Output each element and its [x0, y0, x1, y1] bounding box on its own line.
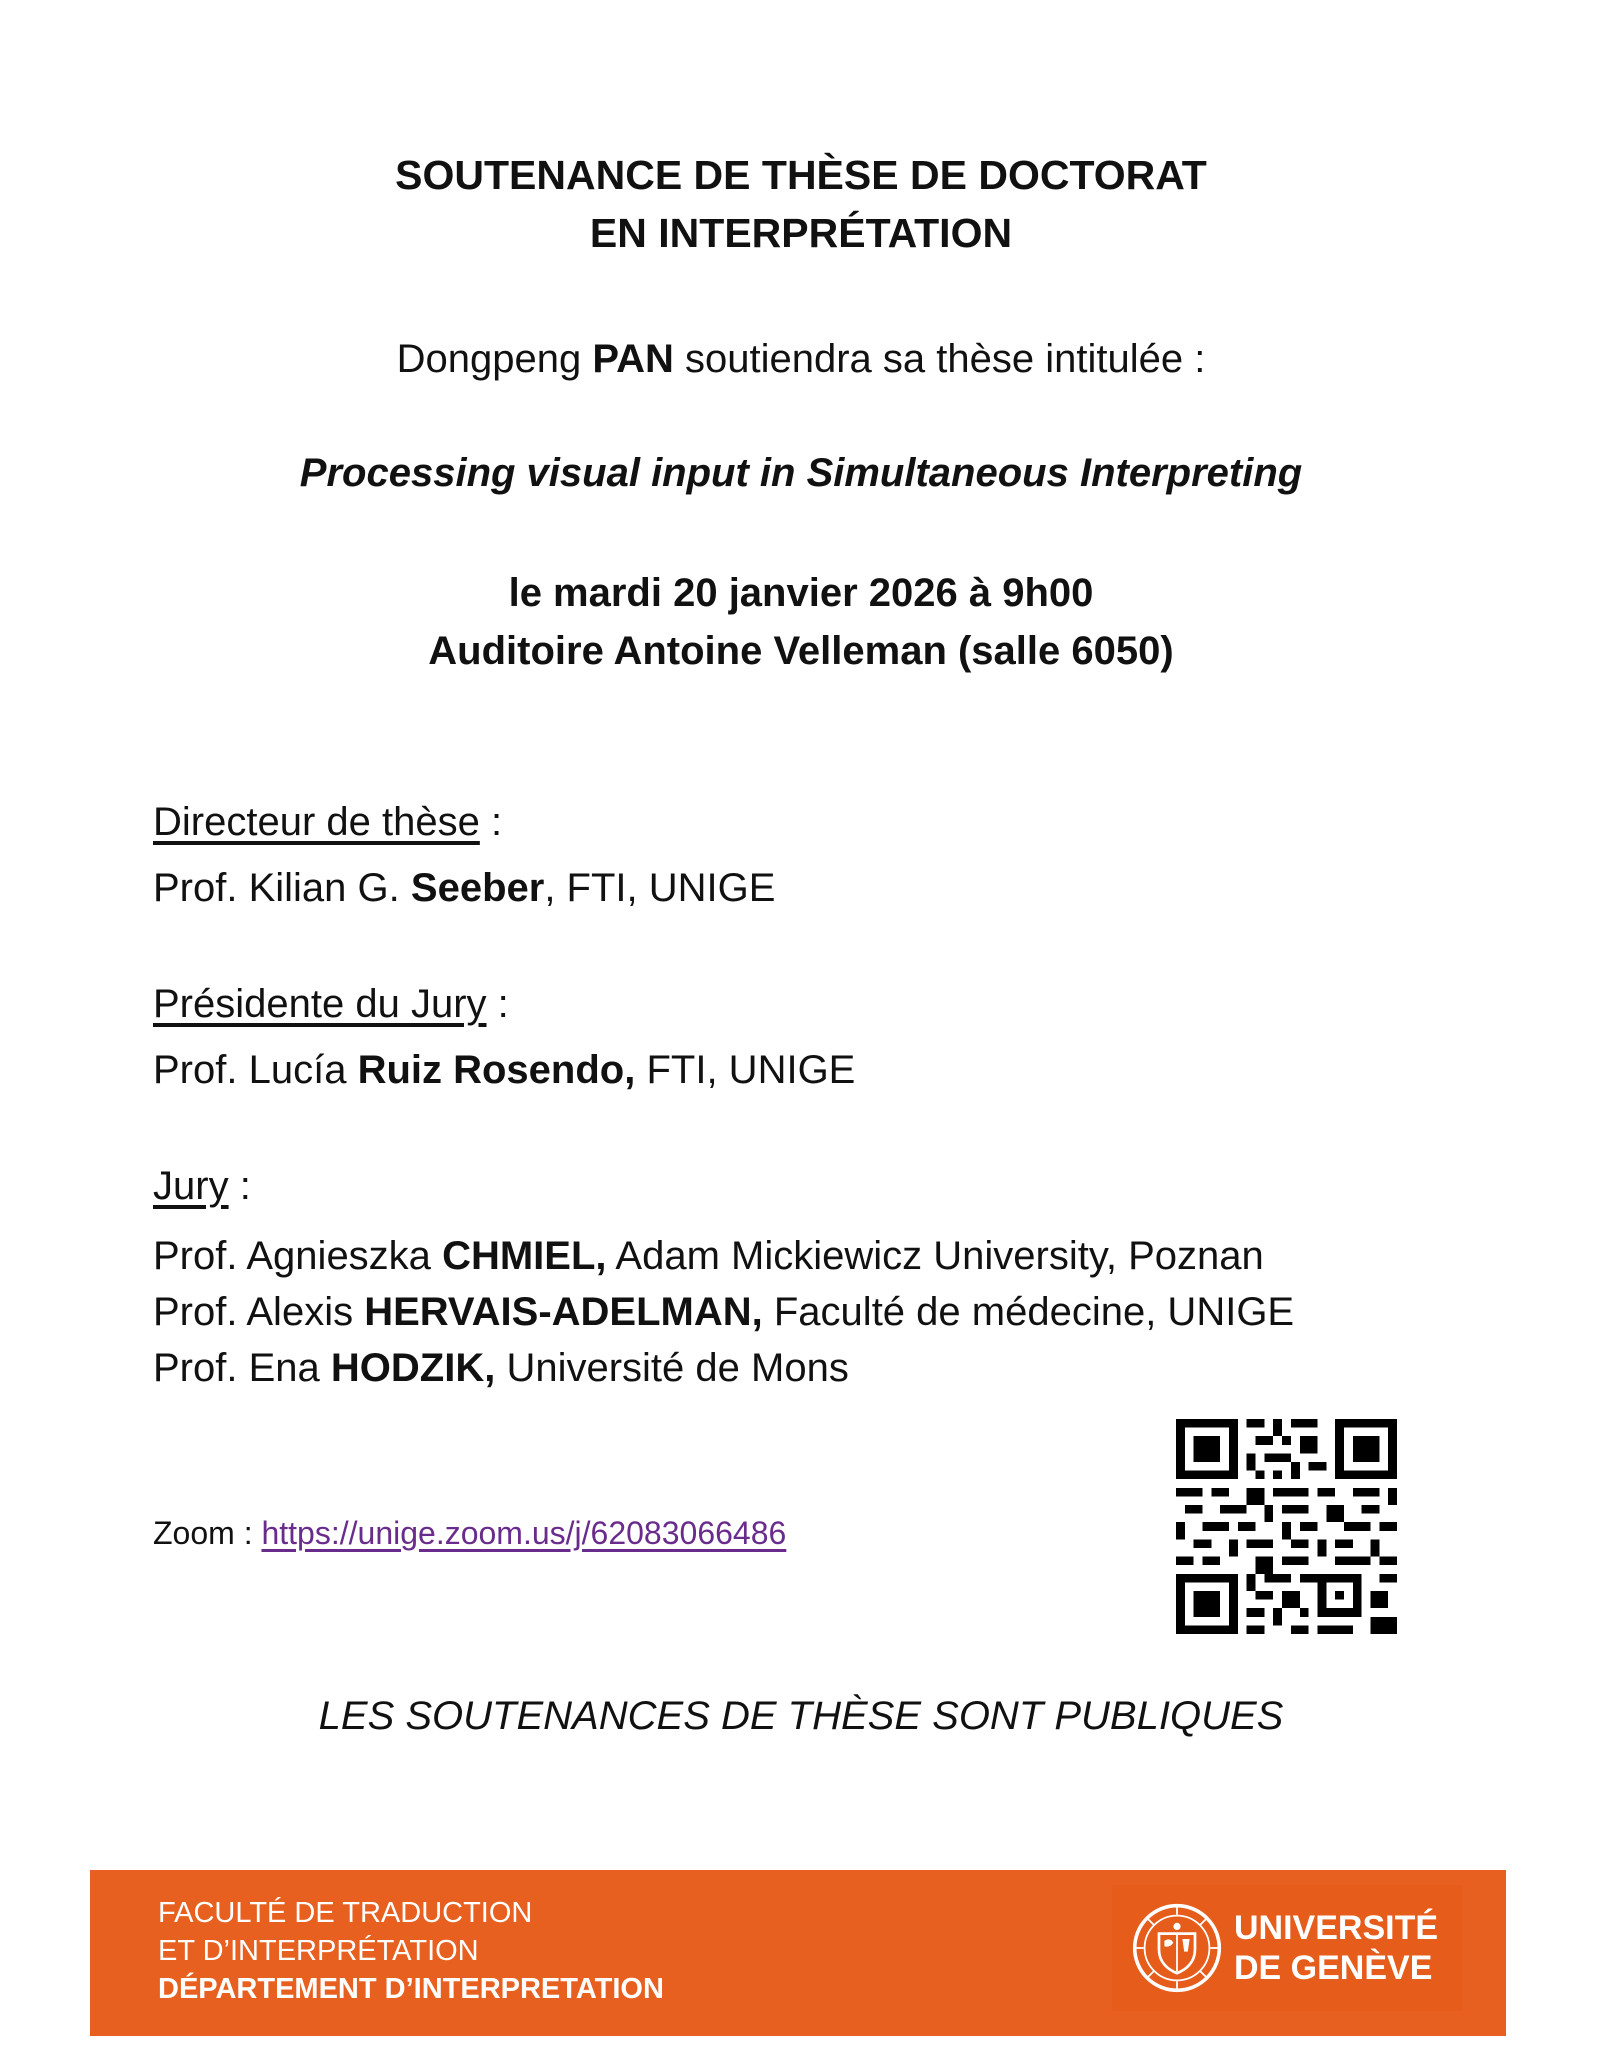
qr-code[interactable]: [1176, 1419, 1397, 1634]
president-affiliation: FTI, UNIGE: [646, 1048, 856, 1092]
faculty-line-1: FACULTÉ DE TRADUCTION: [158, 1897, 533, 1929]
jury-member-surname: HERVAIS-ADELMAN,: [364, 1290, 763, 1334]
faculty-line-2: ET D’INTERPRÉTATION: [158, 1935, 479, 1967]
schedule: [0, 564, 1602, 680]
footer-banner: [90, 1870, 1506, 2036]
qr-alignment-center: [1335, 1591, 1344, 1600]
president-colon: :: [486, 982, 509, 1026]
jury-member: [153, 1284, 1294, 1340]
public-notice: LES SOUTENANCES DE THÈSE SONT PUBLIQUES: [318, 1694, 1284, 1738]
jury-member-name: Prof. Alexis: [153, 1290, 354, 1334]
schedule-room: Auditoire Antoine Velleman (salle 6050): [428, 629, 1174, 673]
jury-member: [153, 1228, 1294, 1284]
president-surname: Ruiz Rosendo,: [357, 1048, 636, 1092]
candidate-intro: [0, 337, 1602, 382]
president-name: Prof. Lucía: [153, 1048, 347, 1092]
heading-line-1: SOUTENANCE DE THÈSE DE DOCTORAT: [395, 152, 1207, 198]
faculty-name: [158, 1894, 664, 2008]
schedule-date: le mardi 20 janvier 2026 à 9h00: [508, 571, 1094, 615]
president-section: [153, 976, 855, 1098]
jury-member-surname: HODZIK,: [330, 1346, 496, 1390]
candidate-last-name: PAN: [592, 337, 674, 381]
candidate-first-name: Dongpeng: [396, 337, 582, 381]
jury-member: [153, 1340, 1294, 1396]
zoom-link[interactable]: https://unige.zoom.us/j/62083066486: [261, 1515, 787, 1551]
department-name: DÉPARTEMENT D’INTERPRETATION: [158, 1973, 664, 2005]
jury-colon: :: [228, 1164, 251, 1208]
director-name: Prof. Kilian G.: [153, 866, 400, 910]
university-wordmark-line-2: DE GENÈVE: [1234, 1949, 1433, 1987]
zoom-label: Zoom :: [153, 1515, 262, 1551]
director-section: [153, 794, 775, 916]
jury-member-name: Prof. Agnieszka: [153, 1234, 431, 1278]
thesis-title: Processing visual input in Simultaneous Interpreting: [299, 451, 1303, 495]
president-person: [153, 1042, 855, 1098]
jury-member-name: Prof. Ena: [153, 1346, 320, 1390]
jury-member-affiliation: Université de Mons: [506, 1346, 849, 1390]
director-person: [153, 860, 775, 916]
zoom-line: [153, 1515, 786, 1552]
jury-label: Jury: [153, 1164, 229, 1208]
university-wordmark-line-1: UNIVERSITÉ: [1234, 1909, 1439, 1947]
director-colon: :: [479, 800, 503, 844]
director-label: Directeur de thèse: [153, 800, 480, 844]
heading-line-2: EN INTERPRÉTATION: [589, 210, 1013, 256]
candidate-intro-text: soutiendra sa thèse intitulée :: [685, 337, 1206, 381]
university-logo: [1112, 1885, 1462, 2011]
jury-section: [153, 1158, 1294, 1396]
director-surname: Seeber: [410, 866, 545, 910]
president-label: Présidente du Jury: [153, 982, 487, 1026]
event-heading: [0, 146, 1602, 262]
university-wordmark: [1234, 1908, 1438, 1988]
university-seal-icon: [1132, 1903, 1222, 1993]
jury-member-surname: CHMIEL,: [442, 1234, 607, 1278]
jury-member-affiliation: Faculté de médecine, UNIGE: [773, 1290, 1295, 1334]
jury-member-affiliation: Adam Mickiewicz University, Poznan: [615, 1234, 1264, 1278]
jury-members: [153, 1228, 1294, 1396]
director-affiliation: , FTI, UNIGE: [544, 866, 776, 910]
